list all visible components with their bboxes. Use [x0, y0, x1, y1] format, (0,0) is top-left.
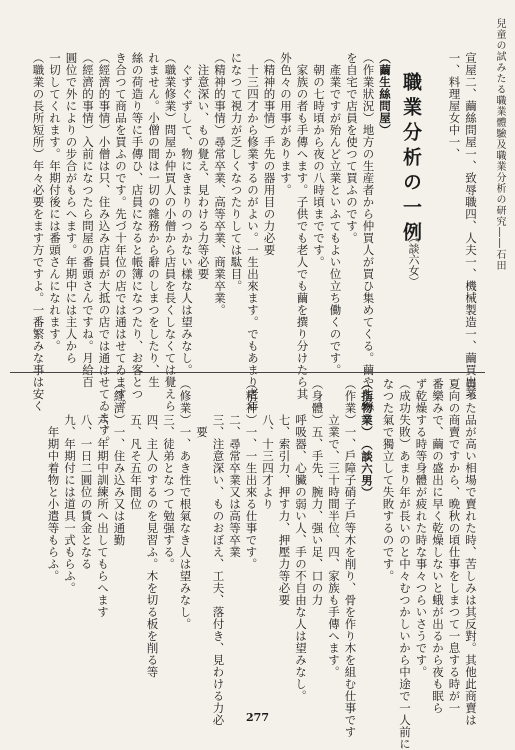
text-line: （繭生絲問屋） — [378, 52, 392, 136]
text-line: 朝の七時頃から夜の八時頃までです。 — [312, 52, 326, 268]
text-line: （精神）一、一生出來る仕事です。 — [244, 378, 259, 570]
text-line: 一、料理屋女中一、 — [447, 52, 462, 160]
section-subtitle: （談六女） — [407, 232, 420, 287]
text-line: （經濟的事情）入前になつたら問屋の番頭さんですね。月給百 — [81, 52, 95, 388]
text-line: になつて視力が乏しくなつたりしては駄目。 — [229, 52, 244, 292]
text-line: 夏向の商賣ですから、晩秋の頃仕事をしまつて一息する時が一 — [447, 378, 462, 714]
text-line: 六、年期中訓練所へ出してもらへます — [96, 378, 110, 618]
text-line: 圓位で外によりの步合がもらへます。年期中には主人から — [64, 52, 79, 364]
section-title: 職業分析の一例 — [400, 72, 422, 247]
text-line: を自宅で店員を使つて買ふのです。 — [345, 52, 359, 244]
text-line: 產業ですが殆んど立業といふてもよい位立ち働くのです。 — [328, 52, 343, 376]
running-header: 兒童の試みたる職業體驗及職業分析の研究――石田 — [494, 18, 505, 271]
text-line: （經濟的事情）小僧は只、住み込み店員が大抵の店では通はせてゐます。 — [97, 52, 112, 448]
text-line: き合つて商品を買ふのです。先づ十年位の店では通はせてゐます。 — [114, 52, 128, 412]
lower-right-block — [379, 378, 479, 750]
text-line: 買つた品が高い相場で賣れた時、苦しみは其反對。其他此商賣は — [464, 378, 478, 726]
text-line: 要 — [195, 378, 209, 438]
text-line: 注意深い、もの覺え、見わける力等必要 — [196, 52, 211, 280]
text-line: （精神的事情）尋常卒業、高等卒業、商業卒業。 — [213, 52, 227, 316]
text-line: ず乾燥する時等身體が疲れた時な事々つらいさうです。 — [414, 378, 429, 678]
divider — [10, 372, 485, 373]
text-line: （修業）一、あき性で根氣なき人は望みなし。 — [178, 378, 193, 630]
text-line: 三、注意深い、ものおぼえ、工夫、落付き、見わける力必 — [211, 378, 226, 726]
text-line: （職業修業）問屋か仲買人の小僧から店員を長くしなくては覺えら — [163, 52, 178, 412]
page-number: 277 — [246, 711, 269, 724]
text-line: （作業）一、戶障子硝子戶等木を削り、骨を作り木を組む仕事です — [343, 378, 358, 738]
text-line: （成功失敗）あまり年が長いのと中々むつかしいから中途で一人前に — [398, 378, 412, 750]
text-line: （指物業） （談六男） — [360, 378, 374, 499]
text-line: 五、凡そ五年間位 — [129, 378, 143, 510]
text-line: 年期中着物と小遣等もらふ。 — [46, 378, 61, 582]
text-line: 三、徒弟となつて勉强する。 — [162, 378, 176, 570]
text-line: 十三四才から修業するのがよい。一生出來ます。でもあまり老年 — [246, 52, 260, 412]
text-line: 八、十三四才より — [261, 378, 275, 510]
text-line: 呼吸器、心臟の弱い人、手の不自由な人は望みなし。 — [294, 378, 308, 702]
text-line: 外色々の用事があります。 — [279, 52, 293, 196]
text-line: 八、一日二圓位の賃金となる — [79, 378, 94, 570]
text-line: 絲の荷造り等に手傳ひ、店員になると帳簿になつたり、お客とつ — [130, 52, 145, 400]
text-line: （身體）五、手先、腕力、强い足、口の力 — [310, 378, 325, 606]
text-line: れません。小僧の間は一切の雜務から辭のしまつをしたり、生 — [147, 52, 161, 388]
text-line: （作業狀況）地方の生産者から仲買人が買ひ集めてくる。繭や生絲 — [361, 52, 376, 412]
text-line: ぐずぐずして、物にきまりのつかない樣な人は望みなし。 — [180, 52, 194, 376]
text-line: （經濟）一、住み込み又は通勤 — [112, 378, 127, 546]
text-line: 四、主人のするのを見習ふ。木を切る板を削る等 — [145, 378, 160, 678]
text-line: 九、年期付には道具一式もらふ。 — [63, 378, 77, 594]
text-line: なつた氣で獨立して失敗するのです。 — [381, 378, 396, 582]
text-line: 宣屋二、繭絲問屋一、致辱職四、人夫一、機械製造一、繭買出業 — [464, 52, 478, 400]
text-line: （精神的事情）手先の器用目の力必要 — [262, 52, 277, 256]
text-line: 家族の者も手傳へます。子供でも老人でも繭を撰り分けたら其 — [295, 52, 310, 400]
text-line: 七、索引力、押す力、押壓力等必要 — [277, 378, 292, 606]
text-line: 一切してくれます。年期付後には番頭さんになれます。 — [48, 52, 62, 352]
text-line: 立業で、三十時間半位、四、家族も手傳へます。 — [327, 378, 341, 678]
upper-right-block — [439, 52, 479, 400]
text-line: 番樂みで、繭の盛出に早く乾燥しないと蛾が出るから夜も眠ら — [431, 378, 445, 714]
text-line: （職業の長所短所）年々必要をます方ですよ。一番繁みな事は安く — [31, 52, 46, 412]
text-line: 二、尋常卒業又は高等卒業 — [228, 378, 242, 558]
